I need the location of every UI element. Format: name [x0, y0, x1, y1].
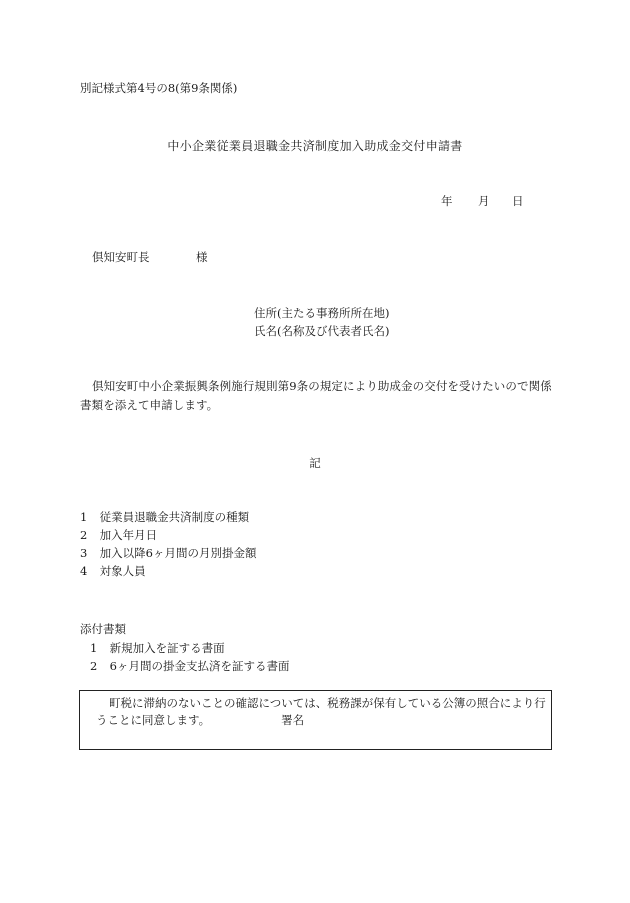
attachment-item [90, 640, 289, 658]
document-title: 中小企業従業員退職金共済制度加入助成金交付申請書 [167, 139, 463, 153]
item-number: 1 [80, 510, 88, 524]
list-item [80, 563, 256, 581]
list-item [80, 545, 256, 563]
attachment-label: 新規加入を証する書面 [109, 641, 225, 655]
signature-label: 署名 [281, 713, 305, 727]
form-number: 別記様式第4号の8(第9条関係) [80, 81, 238, 95]
attachments-heading: 添付書類 [80, 622, 126, 636]
attachment-number: 1 [90, 641, 98, 655]
item-number: 4 [80, 564, 88, 578]
applicant-address-label: 住所(主たる事務所所在地) [254, 306, 390, 320]
consent-text: 町税に滞納のないことの確認については、税務課が保有している公簿の照合により行うことに同意します。 [96, 696, 546, 727]
item-label: 従業員退職金共済制度の種類 [99, 510, 250, 524]
item-label: 対象人員 [99, 564, 146, 578]
applicant-name-label: 氏名(名称及び代表者氏名) [254, 324, 390, 338]
item-label: 加入以降6ヶ月間の月別掛金額 [99, 546, 257, 560]
date-month-label: 月 [478, 194, 490, 208]
list-item [80, 527, 256, 545]
addressee-honorific: 様 [196, 250, 208, 264]
consent-statement [96, 695, 548, 729]
item-list [80, 509, 256, 581]
list-item [80, 509, 256, 527]
attachment-number: 2 [90, 659, 98, 673]
item-number: 2 [80, 528, 88, 542]
application-body-text: 倶知安町中小企業振興条例施行規則第9条の規定により助成金の交付を受けたいので関係書類を添えて申請します。 [80, 379, 552, 412]
addressee-name: 倶知安町長 [92, 250, 150, 264]
item-label: 加入年月日 [99, 528, 158, 542]
attachment-item [90, 658, 289, 676]
attachment-label: 6ヶ月間の掛金支払済を証する書面 [109, 659, 290, 673]
date-day-label: 日 [512, 194, 524, 208]
item-number: 3 [80, 546, 88, 560]
attachment-list [90, 640, 289, 676]
ki-heading: 記 [309, 456, 321, 470]
date-year-label: 年 [441, 194, 453, 208]
